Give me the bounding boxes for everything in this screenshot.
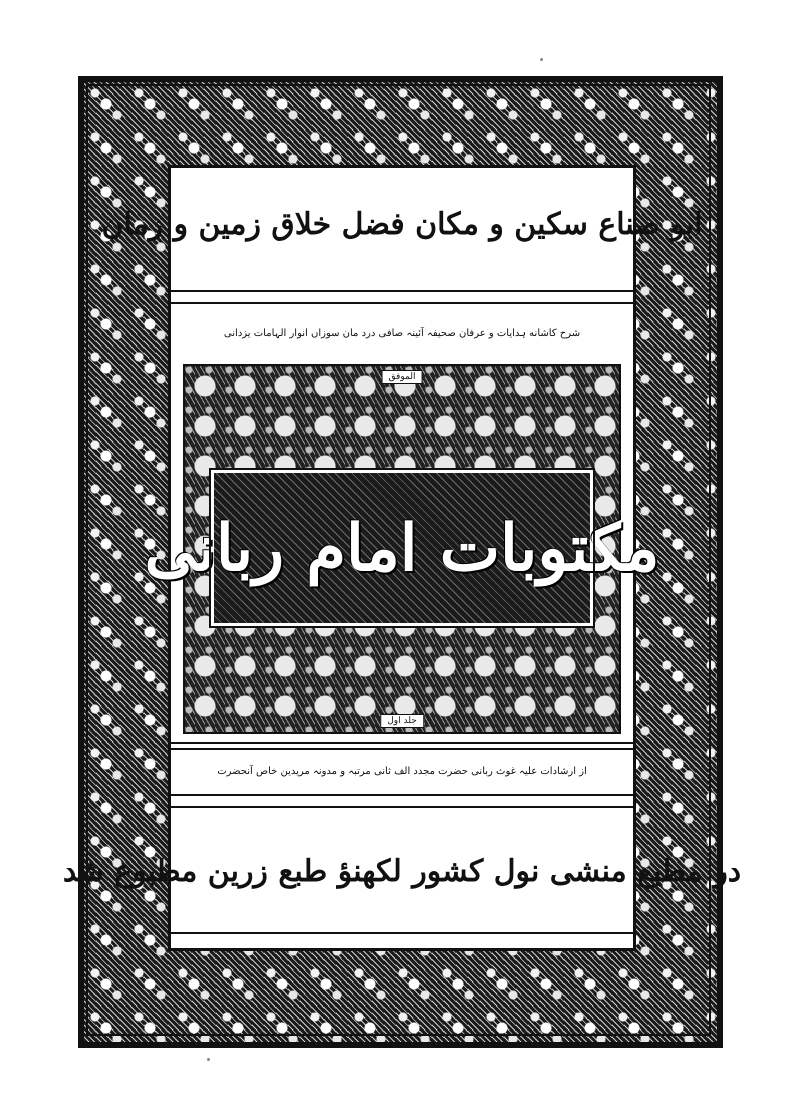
divider-lower xyxy=(171,794,633,808)
attribution-caption: از ارشادات علیہ غوث ربانی حضرت مجدد الف ثانی مرتبہ و مدونہ مریدین خاص آنحضرت xyxy=(217,765,587,777)
main-title-box xyxy=(144,470,660,626)
paper-speck xyxy=(207,1058,210,1061)
publisher-heading: در مطبع منشی نول کشور لکھنؤ طبع زرین مطبوع شد xyxy=(62,853,742,889)
divider-middle xyxy=(171,742,633,750)
main-title: مکتوبات امام ربانی xyxy=(144,510,660,586)
ornament-bottom-label: جلد اول xyxy=(380,714,424,728)
top-heading: ابو صناع سکین و مکان فضل خلاق زمین و زمان xyxy=(101,206,703,242)
divider-bottom xyxy=(171,932,633,942)
ornamental-title-block xyxy=(144,364,660,734)
subtitle-line: شرح کاشانه ہدایات و عرفان صحیفہ آئینہ صافی درد مان سوزاں انوار الہامات یزدانی xyxy=(223,327,581,339)
inner-panel xyxy=(62,165,742,951)
divider-top xyxy=(171,290,633,304)
ornament-top-label: الموفق xyxy=(382,370,423,384)
paper-speck xyxy=(540,58,543,61)
